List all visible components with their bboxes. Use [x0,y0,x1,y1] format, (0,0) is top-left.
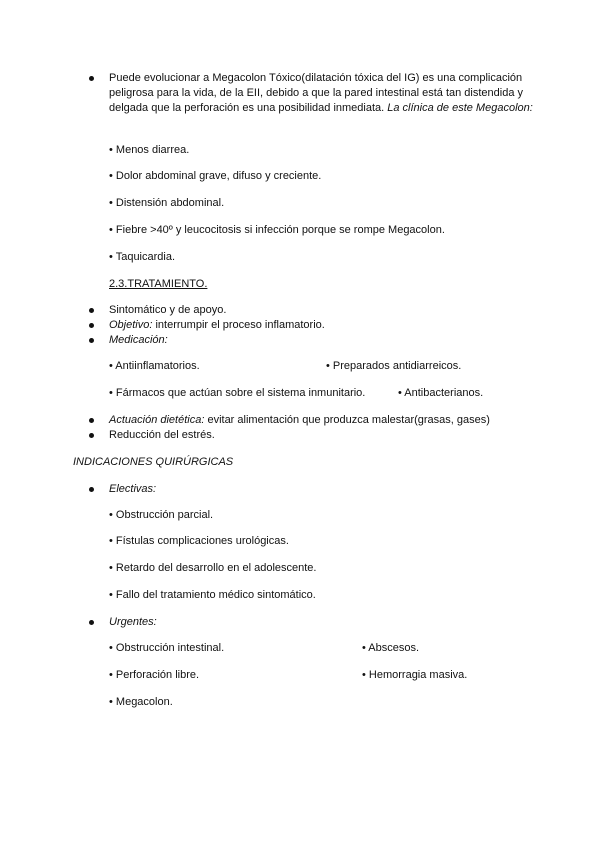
clinica-item: • Taquicardia. [109,251,176,263]
dietetica-line [109,413,490,427]
bullet-icon [89,433,94,438]
medicacion-item: • Antibacterianos. [398,387,484,399]
medicacion-item: • Preparados antidiarreicos. [326,360,462,372]
medicacion-item: • Fármacos que actúan sobre el sistema inmunitario. [109,387,366,399]
bullet-icon [89,487,94,492]
electivas-item: • Obstrucción parcial. [109,509,214,521]
clinica-item: • Menos diarrea. [109,144,190,156]
urgentes-item: • Obstrucción intestinal. [109,642,225,654]
objetivo-text: interrumpir el proceso inflamatorio. [152,319,325,331]
bullet-icon [89,338,94,343]
intro-paragraph [109,71,534,115]
bullet-icon [89,620,94,625]
tratamiento-item: Sintomático y de apoyo. [109,304,227,316]
clinica-item: • Dolor abdominal grave, difuso y creciente. [109,170,322,182]
tratamiento-heading: 2.3.TRATAMIENTO. [109,278,208,290]
urgentes-item: • Megacolon. [109,696,173,708]
urgentes-label: Urgentes: [109,616,157,628]
medicacion-item: • Antiinflamatorios. [109,360,200,372]
medicacion-label: Medicación: [109,334,168,346]
intro-italic: La clínica de este Megacolon: [387,101,533,114]
bullet-icon [89,76,94,81]
bullet-icon [89,418,94,423]
estres-item: Reducción del estrés. [109,429,215,441]
dietetica-text: evitar alimentación que produzca malestar(grasas, gases) [204,414,490,426]
intro-text: Puede evolucionar a Megacolon Tóxico(dilatación tóxica del IG) es una complicación peligrosa para la vida, de la EII, debido a que la pared intestinal está tan distendida y delgada que la perforación es una posibilidad inmediata. [109,72,523,114]
objetivo-label: Objetivo: [109,319,153,331]
electivas-label: Electivas: [109,483,157,495]
bullet-icon [89,323,94,328]
bullet-icon [89,308,94,313]
urgentes-item: • Perforación libre. [109,669,200,681]
electivas-item: • Fallo del tratamiento médico sintomático. [109,589,316,601]
urgentes-item: • Hemorragia masiva. [362,669,468,681]
dietetica-label: Actuación dietética: [109,414,205,426]
clinica-item: • Fiebre >40º y leucocitosis si infección porque se rompe Megacolon. [109,224,445,236]
objetivo-line [109,318,325,332]
quirurgicas-heading: INDICACIONES QUIRÚRGICAS [73,456,234,468]
electivas-item: • Retardo del desarrollo en el adolescente. [109,562,317,574]
clinica-item: • Distensión abdominal. [109,197,225,209]
electivas-item: • Fístulas complicaciones urológicas. [109,535,289,547]
urgentes-item: • Abscesos. [362,642,420,654]
